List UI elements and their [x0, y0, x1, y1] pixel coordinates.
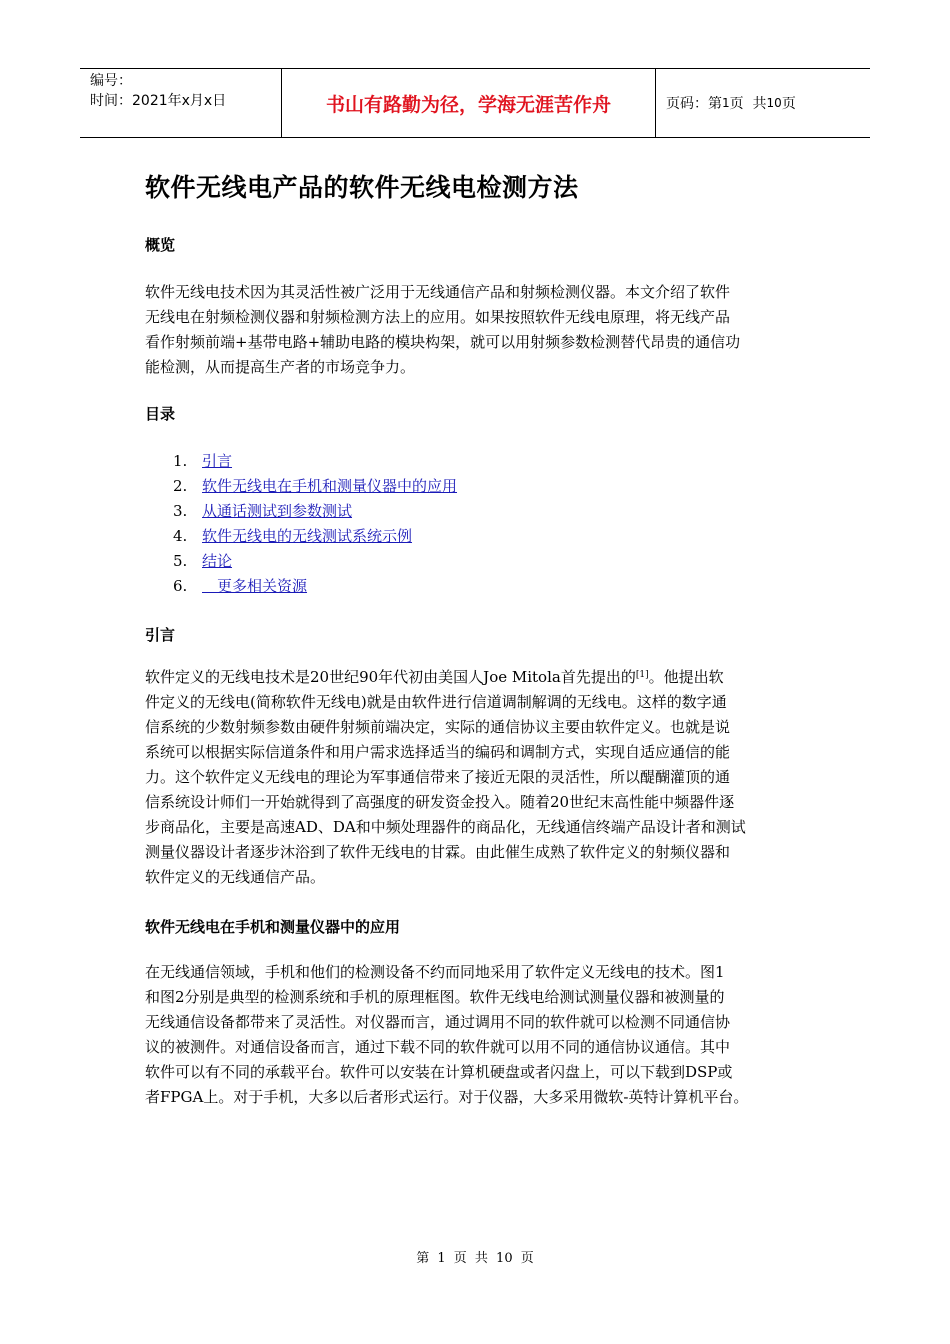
intro-line-text: 软件定义的无线电技术是20世纪90年代初由美国人Joe Mitola首先提出的	[145, 668, 636, 686]
header-page-info	[656, 69, 870, 137]
header-page-suffix: 页	[781, 96, 796, 112]
section2-line: 和图2分别是典型的检测系统和手机的原理框图。软件无线电给测试测量仪器和被测量的	[145, 988, 725, 1006]
toc-number: 2.	[173, 477, 188, 495]
toc-number: 6.	[173, 577, 188, 595]
section2-paragraph	[145, 960, 805, 1110]
overview-heading: 概览	[145, 236, 176, 254]
toc-link-conclusion[interactable]: 结论	[202, 552, 233, 570]
overview-line: 软件无线电技术因为其灵活性被广泛用于无线通信产品和射频检测仪器。本文介绍了软件	[145, 283, 731, 301]
toc-item	[173, 549, 457, 574]
header-motto: 书山有路勤为径，学海无涯苦作舟	[281, 69, 656, 137]
overview-line: 看作射频前端+基带电路+辅助电路的模块构架，就可以用射频参数检测替代昂贵的通信功	[145, 333, 741, 351]
toc-link-testing[interactable]: 从通话测试到参数测试	[202, 502, 353, 520]
toc-number: 1.	[173, 452, 188, 470]
intro-line-text: 。他提出软	[648, 668, 724, 686]
toc-number: 3.	[173, 502, 188, 520]
intro-line	[145, 665, 805, 690]
header-page-prefix: 页码：第	[666, 96, 722, 112]
section2-line: 软件可以有不同的承载平台。软件可以安装在计算机硬盘或者闪盘上，可以下载到DSP或	[145, 1063, 733, 1081]
intro-line: 系统可以根据实际信道条件和用户需求选择适当的编码和调制方式，实现自适应通信的能	[145, 743, 731, 761]
section2-line: 在无线通信领域，手机和他们的检测设备不约而同地采用了软件定义无线电的技术。图1	[145, 963, 725, 981]
section2-heading: 软件无线电在手机和测量仪器中的应用	[145, 918, 401, 936]
header-page-num: 1	[722, 96, 730, 110]
overview-line: 无线电在射频检测仪器和射频检测方法上的应用。如果按照软件无线电原理，将无线产品	[145, 308, 731, 326]
intro-line: 软件定义的无线通信产品。	[145, 868, 326, 886]
page-header	[80, 68, 870, 138]
header-number: 编号：	[90, 73, 132, 89]
header-info	[80, 69, 281, 137]
toc-link-intro[interactable]: 引言	[202, 452, 233, 470]
section2-line: 者FPGA上。对于手机，大多以后者形式运行。对于仪器，大多采用微软-英特计算机平台。	[145, 1088, 749, 1106]
page-title: 软件无线电产品的软件无线电检测方法	[145, 173, 579, 202]
toc-item	[173, 449, 457, 474]
table-of-contents	[173, 449, 457, 599]
intro-line: 信系统的少数射频参数由硬件射频前端决定，实际的通信协议主要由软件定义。也就是说	[145, 718, 731, 736]
intro-line: 力。这个软件定义无线电的理论为军事通信带来了接近无限的灵活性，所以醍醐灌顶的通	[145, 768, 731, 786]
intro-line: 测量仪器设计者逐步沐浴到了软件无线电的甘霖。由此催生成熟了软件定义的射频仪器和	[145, 843, 731, 861]
intro-line: 步商品化，主要是高速AD、DA和中频处理器件的商品化，无线通信终端产品设计者和测试	[145, 818, 746, 836]
overview-paragraph	[145, 280, 805, 380]
citation-ref[interactable]: [1]	[635, 670, 649, 680]
section2-line: 议的被测件。对通信设备而言，通过下载不同的软件就可以用不同的通信协议通信。其中	[145, 1038, 731, 1056]
header-page-mid: 页 共	[729, 96, 767, 112]
toc-item	[173, 499, 457, 524]
overview-line: 能检测，从而提高生产者的市场竞争力。	[145, 358, 416, 376]
toc-heading: 目录	[145, 405, 176, 423]
toc-item	[173, 524, 457, 549]
toc-number: 5.	[173, 552, 188, 570]
intro-line: 件定义的无线电(简称软件无线电)就是由软件进行信道调制解调的无线电。这样的数字通	[145, 693, 727, 711]
intro-heading: 引言	[145, 626, 176, 644]
toc-item	[173, 574, 457, 599]
toc-number: 4.	[173, 527, 188, 545]
intro-line: 信系统设计师们一开始就得到了高强度的研发资金投入。随着20世纪末高性能中频器件逐	[145, 793, 735, 811]
toc-link-application[interactable]: 软件无线电在手机和测量仪器中的应用	[202, 477, 458, 495]
page-footer: 第 1 页 共 10 页	[416, 1251, 534, 1266]
header-time: 时间：2021年x月x日	[90, 93, 227, 109]
toc-link-example[interactable]: 软件无线电的无线测试系统示例	[202, 527, 413, 545]
toc-link-resources[interactable]: 更多相关资源	[202, 577, 308, 595]
toc-item	[173, 474, 457, 499]
intro-paragraph	[145, 665, 805, 890]
section2-line: 无线通信设备都带来了灵活性。对仪器而言，通过调用不同的软件就可以检测不同通信协	[145, 1013, 731, 1031]
header-page-total: 10	[766, 96, 782, 110]
